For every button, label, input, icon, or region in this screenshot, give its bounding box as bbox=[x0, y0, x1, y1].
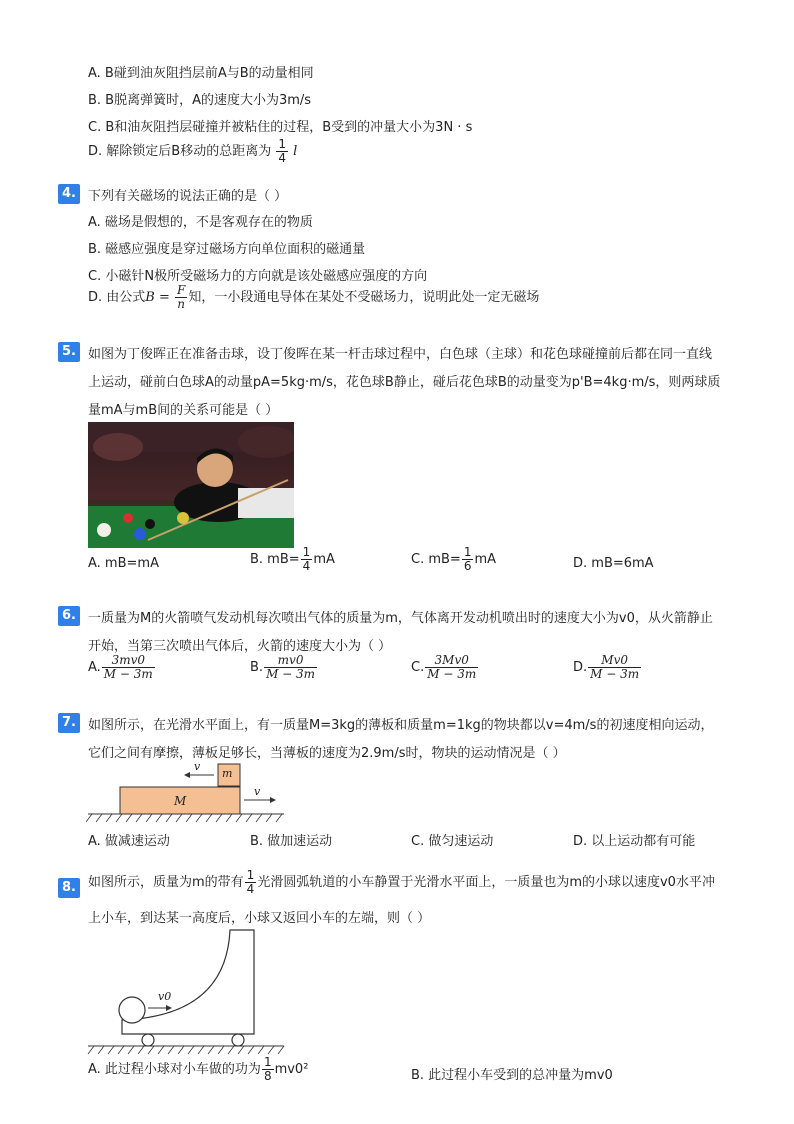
q5-option-a: A. mB=mA bbox=[88, 556, 159, 571]
q6-option-d: D. $\frac{Mv0}{M - 3m}$ bbox=[573, 653, 640, 681]
q7-option-d: D. 以上运动都有可能 bbox=[573, 834, 696, 849]
velocity-label-right: v bbox=[254, 785, 261, 798]
q4-stem: 下列有关磁场的说法正确的是（ ） bbox=[88, 189, 288, 204]
snooker-player-photo bbox=[88, 422, 294, 548]
q5-stem-line2: 上运动，碰前白色球A的动量pA=5kg·m/s，花色球B静止，碰后花色球B的动量变为p'B=4kg·m/s，则两球质 bbox=[88, 375, 721, 390]
q5-option-c: C. mB= $\frac{1}{6}$ mA bbox=[411, 545, 497, 573]
cart-arc-figure bbox=[86, 926, 286, 1056]
q6-option-b: B. $\frac{mv0}{M - 3m}$ bbox=[250, 653, 316, 681]
q5-stem-line3: 量mA与mB间的关系可能是（ ） bbox=[88, 403, 279, 418]
q3-option-a: A. B碰到油灰阻挡层前A与B的动量相同 bbox=[88, 66, 314, 81]
q7-stem-line2: 它们之间有摩擦，薄板足够长，当薄板的速度为2.9m/s时，物块的运动情况是（ ） bbox=[88, 746, 566, 761]
velocity-label-left: v bbox=[194, 760, 201, 773]
q8-option-a: A. 此过程小球对小车做的功为 $\frac{1}{8}$ mv0² bbox=[88, 1055, 309, 1083]
q6-stem-line2: 开始，当第三次喷出气体后，火箭的速度大小为（ ） bbox=[88, 639, 392, 654]
large-board-label: M bbox=[174, 794, 187, 808]
fraction: $\frac{1}{4}$ bbox=[302, 545, 311, 573]
q3-option-d: D. 解除锁定后B移动的总距离为 $\frac{1}{4}$ l bbox=[88, 137, 298, 165]
q6-option-c: C. $\frac{3Mv0}{M - 3m}$ bbox=[411, 653, 477, 681]
question-number-badge: 5. bbox=[58, 342, 80, 362]
q7-option-a: A. 做减速运动 bbox=[88, 834, 170, 849]
q8-stem-line2: 上小车，到达某一高度后，小球又返回小车的左端，则（ ） bbox=[88, 911, 431, 926]
q8-option-b: B. 此过程小车受到的总冲量为mv0 bbox=[411, 1068, 613, 1083]
q7-stem-line1: 如图所示，在光滑水平面上，有一质量M=3kg的薄板和质量m=1kg的物块都以v=4m/s的初速度相向运动， bbox=[88, 718, 714, 733]
fraction: $\frac{Mv0}{M - 3m}$ bbox=[590, 653, 640, 681]
fraction: $\frac{1}{4}$ bbox=[278, 137, 286, 165]
fraction: $\frac{3mv0}{M - 3m}$ bbox=[103, 653, 153, 681]
q3-option-c: C. B和油灰阻挡层碰撞并被粘住的过程，B受到的冲量大小为3N · s bbox=[88, 120, 473, 135]
q5-option-d: D. mB=6mA bbox=[573, 556, 654, 571]
q6-stem-line1: 一质量为M的火箭喷气发动机每次喷出气体的质量为m，气体离开发动机喷出时的速度大小为v0，从火箭静止 bbox=[88, 611, 713, 626]
q7-option-b: B. 做加速运动 bbox=[250, 834, 333, 849]
fraction: $\frac{1}{8}$ bbox=[263, 1055, 272, 1083]
q8-stem-line1: 如图所示，质量为m的带有 $\frac{1}{4}$ 光滑圆弧轨道的小车静置于光滑水平面上，一质量也为m的小球以速度v0水平冲 bbox=[88, 868, 715, 896]
q6-option-a: A. $\frac{3mv0}{M - 3m}$ bbox=[88, 653, 153, 681]
q5-option-b: B. mB= $\frac{1}{4}$ mA bbox=[250, 545, 335, 573]
question-number-badge: 7. bbox=[58, 713, 80, 733]
fraction: $\frac{3Mv0}{M - 3m}$ bbox=[427, 653, 477, 681]
q4-option-d: D. 由公式B = $\frac{F}{n}$ 知，一小段通电导体在某处不受磁场力，说明此处一定无磁场 bbox=[88, 283, 540, 311]
q4-option-c: C. 小磁针N极所受磁场力的方向就是该处磁感应强度的方向 bbox=[88, 269, 428, 284]
question-number-badge: 6. bbox=[58, 606, 80, 626]
q7-option-c: C. 做匀速运动 bbox=[411, 834, 494, 849]
q5-stem-line1: 如图为丁俊晖正在准备击球，设丁俊晖在某一杆击球过程中，白色球（主球）和花色球碰撞前后都在同一直线 bbox=[88, 347, 713, 362]
question-number-badge: 8. bbox=[58, 878, 80, 898]
fraction: $\frac{1}{4}$ bbox=[246, 868, 255, 896]
fraction: $\frac{1}{6}$ bbox=[463, 545, 472, 573]
fraction: $\frac{mv0}{M - 3m}$ bbox=[266, 653, 316, 681]
q4-option-a: A. 磁场是假想的，不是客观存在的物质 bbox=[88, 215, 313, 230]
initial-velocity-label: v0 bbox=[158, 990, 172, 1003]
q3-option-b: B. B脱离弹簧时，A的速度大小为3m/s bbox=[88, 93, 312, 108]
question-number-badge: 4. bbox=[58, 184, 80, 204]
q4-option-b: B. 磁感应强度是穿过磁场方向单位面积的磁通量 bbox=[88, 242, 366, 257]
fraction: $\frac{F}{n}$ bbox=[177, 283, 186, 311]
small-block-label: m bbox=[222, 767, 233, 780]
